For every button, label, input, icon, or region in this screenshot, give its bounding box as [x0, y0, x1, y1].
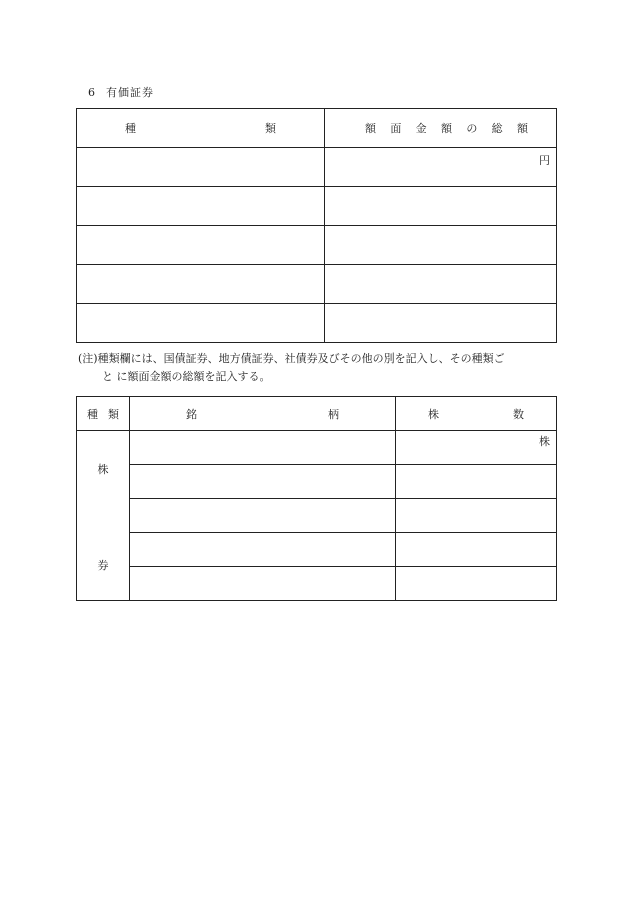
kind-merged-cell: [77, 431, 130, 601]
kind-label-top: 株: [97, 463, 109, 476]
header-char: 額: [440, 122, 452, 135]
header-char: 株: [428, 407, 439, 421]
header-char: 種: [87, 407, 98, 421]
securities-amount-table: [76, 108, 557, 343]
section-number: 6: [88, 86, 96, 99]
table-header-row: [77, 109, 557, 148]
note-line-1: (注)種類欄には、国債証券、地方債証券、社債券及びその他の別を記入し、その種類ご: [78, 352, 505, 365]
amount-cell[interactable]: [325, 187, 557, 226]
header-char: 数: [513, 407, 524, 421]
kind-cell[interactable]: [77, 304, 325, 343]
kind-cell[interactable]: [77, 265, 325, 304]
header-char: 額: [516, 122, 528, 135]
table-row: [77, 148, 557, 187]
header-char: 銘: [186, 407, 197, 421]
header-char: 類: [108, 407, 119, 421]
header-char: 類: [265, 122, 276, 135]
section-heading: [88, 84, 154, 100]
table-header-row: [77, 397, 557, 431]
shares-cell[interactable]: [396, 431, 557, 465]
table-row: [77, 226, 557, 265]
header-char: 種: [125, 122, 136, 135]
stocks-table: [76, 396, 557, 601]
table-row: [77, 567, 557, 601]
brand-cell[interactable]: [130, 567, 396, 601]
header-brand: [130, 397, 396, 431]
table-row: [77, 533, 557, 567]
header-char: 柄: [328, 407, 339, 421]
header-char: 額: [365, 122, 376, 135]
header-kind: [77, 397, 130, 431]
header-char: 総: [491, 122, 503, 135]
kind-label-bottom: 券: [97, 559, 109, 572]
header-total-face-amount: [325, 109, 557, 148]
brand-cell[interactable]: [130, 431, 396, 465]
brand-cell[interactable]: [130, 533, 396, 567]
shares-cell[interactable]: [396, 465, 557, 499]
table-row: [77, 265, 557, 304]
table-row: [77, 304, 557, 343]
header-char: の: [466, 122, 478, 135]
table-row: [77, 187, 557, 226]
shares-cell[interactable]: [396, 499, 557, 533]
unit-shares: 株: [539, 434, 550, 448]
section-title: 有価証券: [106, 86, 154, 99]
shares-cell[interactable]: [396, 567, 557, 601]
brand-cell[interactable]: [130, 465, 396, 499]
header-char: 面: [390, 122, 402, 135]
table-row: [77, 465, 557, 499]
header-char: 金: [415, 122, 427, 135]
kind-cell[interactable]: [77, 148, 325, 187]
unit-yen: 円: [539, 154, 550, 167]
amount-cell[interactable]: [325, 304, 557, 343]
table-row: [77, 499, 557, 533]
amount-cell[interactable]: [325, 265, 557, 304]
brand-cell[interactable]: [130, 499, 396, 533]
kind-cell[interactable]: [77, 187, 325, 226]
kind-cell[interactable]: [77, 226, 325, 265]
amount-cell[interactable]: [325, 226, 557, 265]
note-line-2: と に額面金額の総額を記入する。: [102, 370, 271, 383]
header-kind: [77, 109, 325, 148]
table-note: [78, 350, 558, 386]
header-shares: [396, 397, 557, 431]
amount-cell[interactable]: [325, 148, 557, 187]
shares-cell[interactable]: [396, 533, 557, 567]
table-row: [77, 431, 557, 465]
